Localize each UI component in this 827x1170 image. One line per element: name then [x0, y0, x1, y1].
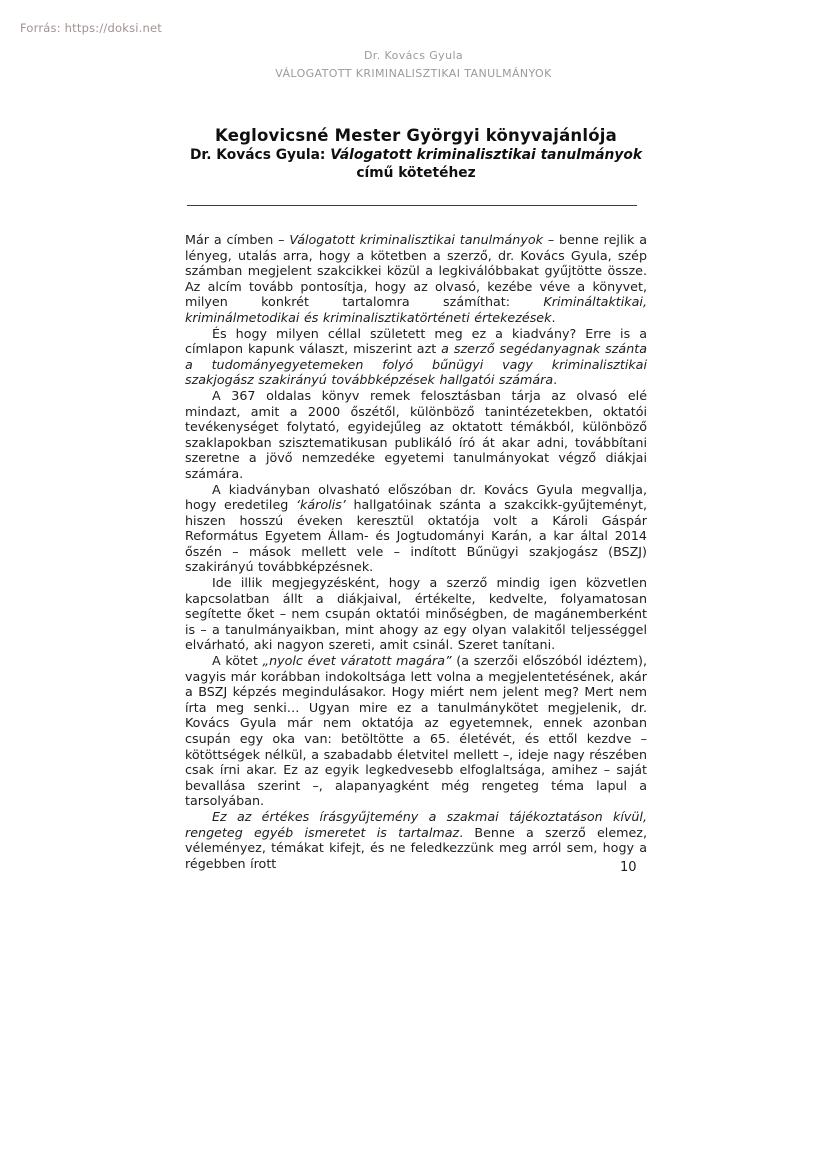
italic-text-segment: a szerző segédanyagnak szánta a tudományegyetemeken folyó bűnügyi vagy kriminalisztikai szakjogász szakirányú továbbképzések hallgatói számára [185, 341, 647, 388]
italic-text-segment: Ez az értékes írásgyűjtemény a szakmai tájékoztatáson kívül, rengeteg egyéb ismeretet is tartalmaz [185, 808, 647, 840]
text-segment: A kötet [212, 653, 263, 669]
italic-text-segment: Válogatott kriminalisztikai tanulmányok [289, 232, 543, 247]
text-segment: . [551, 309, 556, 325]
running-header [0, 47, 827, 83]
body-paragraph [185, 326, 647, 388]
text-segment: – benne rejlik a lényeg, utalás arra, hogy a kötetben a szerző, dr. Kovács Gyula, szép számban megjelent szakcikkei közül a legkiválóbbakat gyűjtötte össze. Az alcím tovább pontosítja, hogy az olvasó, kezébe véve a könyvet, milyen konkrét tartalomra számíthat: [185, 232, 647, 310]
running-header-author: Dr. Kovács Gyula [363, 49, 464, 62]
running-header-book-title: VÁLOGATOTT KRIMINALISZTIKAI TANULMÁNYOK [275, 67, 552, 80]
text-segment: hallgatóinak szánta a szakcikk-gyűjteményt, hiszen hosszú éveken keresztül oktatója volt a Károli Gáspár Református Egyetem Állam- és Jogtudományi Karán, a kar által 2014 őszén – mások mellett vele – indított Bűnügyi szakjogász (BSZJ) szakirányú továbbképzésnek. [185, 497, 647, 575]
italic-text-segment: „nyolc évet váratott magára” [262, 653, 452, 669]
text-segment: És hogy milyen céllal született meg ez a kiadvány? Erre is a címlapon kapunk választ, miszerint azt [185, 325, 647, 357]
text-segment: (a szerzői előszóból idéztem), vagyis már korábban indokoltsága lett volna a megjelentetésének, akár a BSZJ képzés megindulásakor. Hogy miért nem jelent meg? Mert nem írta meg senki… Ugyan mire ez a tanulmánykötet megjelenik, dr. Kovács Gyula már nem oktatója az egyetemnek, ennek azonban csupán egy oka van: betöltötte a 65. életévét, és ettől kezdve – kötöttségek nélkül, a szabadabb életvitel mellett –, ideje nagy részében csak írni akar. Ez az egyik legkedvesebb elfoglaltsága, amihez – saját bevallása szerint –, alapanyagként még rengeteg téma lapul a tarsolyában. [185, 653, 647, 809]
page-number: 10 [620, 860, 637, 875]
source-watermark: Forrás: https://doksi.net [20, 21, 162, 35]
body-paragraph [185, 575, 647, 653]
title-block [185, 125, 647, 181]
body-paragraph [185, 653, 647, 809]
document-subtitle-line2: című kötetéhez [356, 164, 476, 181]
text-segment: . Benne a szerző elemez, véleményez, témákat kifejt, és ne feledkezzünk meg arról sem, hogy a régebben írott [185, 824, 647, 871]
text-segment: A kiadványban olvasható előszóban dr. Kovács Gyula megvallja, hogy eredetileg [185, 481, 647, 513]
body-paragraph [185, 232, 647, 326]
italic-text-segment: ‘károlis’ [295, 497, 346, 513]
text-segment: A 367 oldalas könyv remek felosztásban tárja az olvasó elé mindazt, amit a 2000 őszétől, különböző tanintézetekben, oktatói tevékenységet folytató, egyidejűleg az oktatott témákból, különböző szaklapokban szisztematikusan publikáló író át akar adni, továbbítani szeretne a jövő nemzedéke egyetemi tanulmányokat végző diákjai számára. [185, 387, 647, 481]
document-title: Keglovicsné Mester Györgyi könyvajánlója [215, 126, 617, 145]
document-subtitle [185, 147, 647, 164]
subtitle-author: Dr. Kovács Gyula: [189, 147, 331, 163]
text-segment: . [553, 372, 558, 388]
text-segment: Ide illik megjegyzésként, hogy a szerző mindig igen közvetlen kapcsolatban állt a diákjaival, értékelte, kedvelte, folyamatosan segítette őket – nem csupán oktatói minőségben, de magánemberként is – a tanulmányaikban, mint ahogy az egy olyan valakitől teljességgel elvárható, aki nagyon szereti, amit csinál. Szeret tanítani. [185, 575, 647, 653]
body-paragraph [185, 388, 647, 482]
subtitle-book-title: Válogatott kriminalisztikai tanulmányok [330, 147, 643, 163]
italic-text-segment: Krimináltaktikai, kriminálmetodikai és kriminalisztikatörténeti értekezések [185, 294, 647, 325]
body-paragraph [185, 482, 647, 576]
text-segment: Már a címben – [185, 232, 290, 247]
body-paragraph [185, 809, 647, 871]
title-divider [187, 205, 637, 206]
document-body [185, 232, 647, 871]
